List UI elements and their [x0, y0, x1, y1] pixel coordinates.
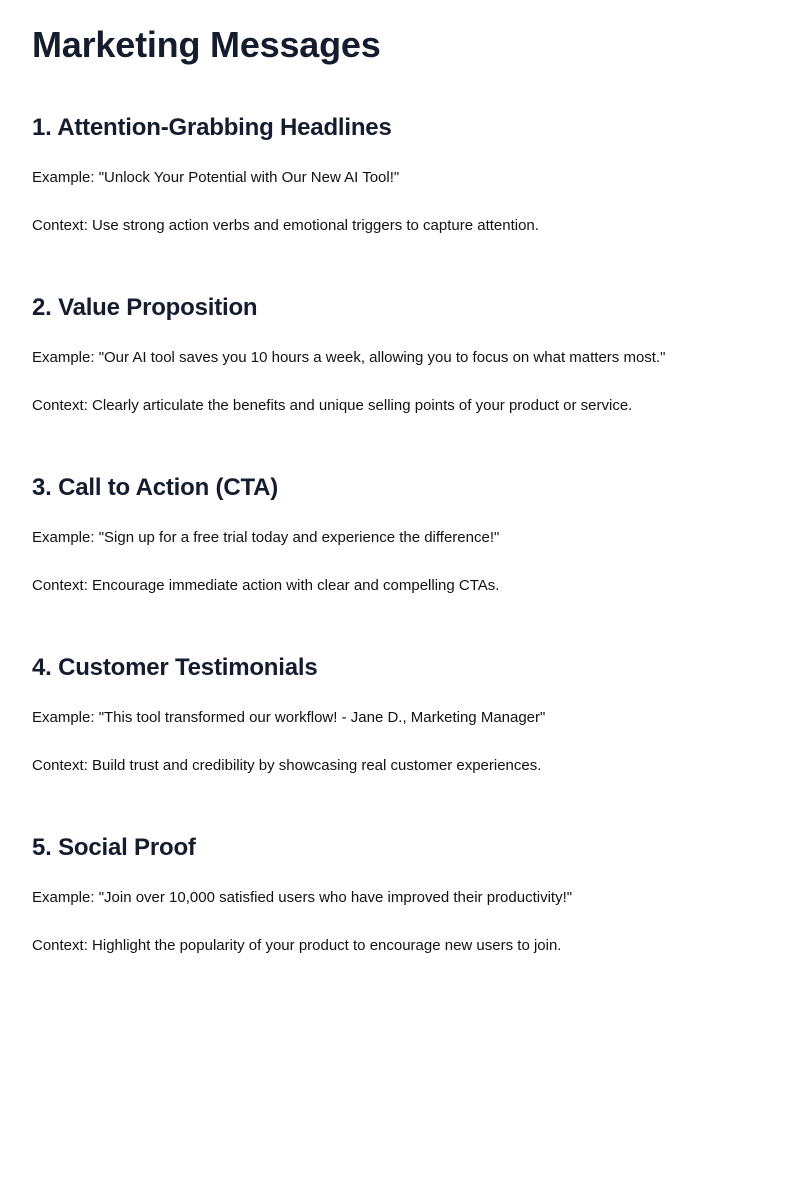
example-text: Example: "Join over 10,000 satisfied users who have improved their productivity!" [32, 889, 573, 906]
section-heading: 4. Customer Testimonials [32, 654, 318, 681]
section-customer-testimonials [32, 654, 768, 834]
context-text: Context: Clearly articulate the benefits and unique selling points of your product or service. [32, 397, 633, 414]
example-text: Example: "This tool transformed our workflow! - Jane D., Marketing Manager" [32, 709, 546, 726]
context-text: Context: Encourage immediate action with clear and compelling CTAs. [32, 577, 500, 594]
section-social-proof [32, 834, 768, 1014]
section-heading: 2. Value Proposition [32, 294, 258, 321]
context-text: Context: Build trust and credibility by showcasing real customer experiences. [32, 757, 542, 774]
example-text: Example: "Our AI tool saves you 10 hours a week, allowing you to focus on what matters most." [32, 349, 666, 366]
section-heading: 1. Attention-Grabbing Headlines [32, 114, 392, 141]
section-call-to-action [32, 474, 768, 654]
message-sections [32, 114, 768, 1014]
section-value-proposition [32, 294, 768, 474]
example-text: Example: "Sign up for a free trial today and experience the difference!" [32, 529, 500, 546]
section-heading: 3. Call to Action (CTA) [32, 474, 279, 501]
section-attention-grabbing-headlines [32, 114, 768, 294]
page-title: Marketing Messages [32, 24, 381, 65]
example-text: Example: "Unlock Your Potential with Our New AI Tool!" [32, 169, 400, 186]
context-text: Context: Highlight the popularity of your product to encourage new users to join. [32, 937, 562, 954]
section-heading: 5. Social Proof [32, 834, 196, 861]
context-text: Context: Use strong action verbs and emotional triggers to capture attention. [32, 217, 539, 234]
